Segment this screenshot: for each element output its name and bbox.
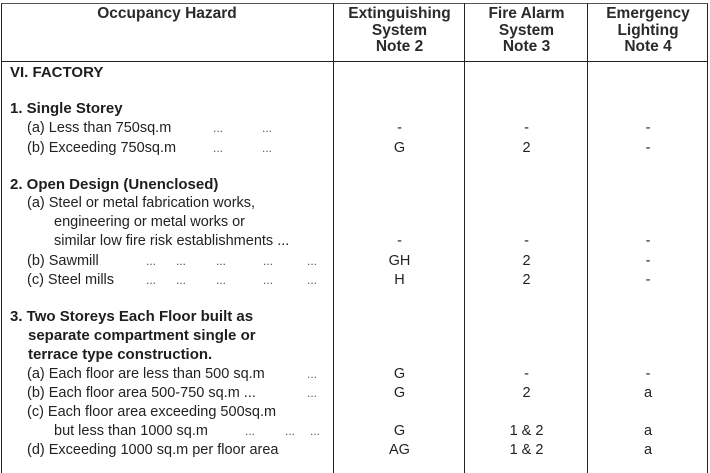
table-row bbox=[0, 120, 710, 137]
fire-alarm-value: - bbox=[524, 120, 529, 136]
leader-dots: ... bbox=[146, 254, 157, 268]
leader-dots: ... bbox=[307, 273, 318, 287]
group-title: 3. Two Storeys Each Floor built as bbox=[10, 308, 254, 325]
extinguishing-value: - bbox=[397, 120, 402, 136]
fire-alarm-value: 1 & 2 bbox=[509, 442, 544, 458]
row-label: (b) Sawmill bbox=[27, 253, 99, 269]
leader-dots: ... bbox=[307, 254, 318, 268]
group-title: 2. Open Design (Unenclosed) bbox=[10, 176, 219, 193]
leader-dots: ... bbox=[146, 273, 157, 287]
leader-dots: ... bbox=[263, 254, 274, 268]
emergency-lighting-value: - bbox=[645, 233, 651, 249]
group-title-row bbox=[0, 100, 710, 117]
leader-dots: ... bbox=[262, 121, 273, 135]
header-emergency-lighting: Emergency Lighting Note 4 bbox=[606, 5, 690, 55]
row-label: (b) Exceeding 750sq.m bbox=[27, 140, 177, 156]
table-row bbox=[0, 272, 710, 289]
fire-alarm-value: 2 bbox=[522, 272, 531, 288]
emergency-lighting-value: - bbox=[645, 366, 651, 382]
leader-dots: ... bbox=[307, 367, 318, 381]
extinguishing-value: G bbox=[393, 423, 406, 439]
table-row-continuation bbox=[0, 214, 710, 231]
table-row bbox=[0, 366, 710, 383]
leader-dots: ... bbox=[263, 273, 274, 287]
group-title-continuation bbox=[0, 346, 710, 363]
fire-alarm-value: 2 bbox=[522, 253, 531, 269]
leader-dots: ... bbox=[310, 424, 321, 438]
section-title: VI. FACTORY bbox=[10, 64, 104, 81]
table-row bbox=[0, 195, 710, 212]
extinguishing-value: G bbox=[393, 385, 406, 401]
leader-dots: ... bbox=[285, 424, 296, 438]
emergency-lighting-value: - bbox=[645, 140, 651, 156]
fire-alarm-value: 1 & 2 bbox=[509, 423, 544, 439]
extinguishing-value: H bbox=[394, 272, 405, 288]
group-title-continuation: terrace type construction. bbox=[28, 346, 213, 363]
row-label: (a) Less than 750sq.m bbox=[27, 120, 172, 136]
leader-dots: ... bbox=[213, 141, 224, 155]
leader-dots: ... bbox=[216, 254, 227, 268]
emergency-lighting-value: a bbox=[643, 423, 653, 439]
row-label: (d) Exceeding 1000 sq.m per floor area bbox=[27, 442, 279, 458]
leader-dots: ... bbox=[262, 141, 273, 155]
fire-alarm-value: - bbox=[524, 233, 529, 249]
emergency-lighting-value: - bbox=[645, 253, 651, 269]
group-title-row bbox=[0, 176, 710, 193]
table-row bbox=[0, 385, 710, 402]
row-label: (b) Each floor area 500-750 sq.m ... bbox=[27, 385, 256, 401]
fire-alarm-value: - bbox=[524, 366, 529, 382]
table-row bbox=[0, 404, 710, 421]
header-extinguishing-system: Extinguishing System Note 2 bbox=[348, 5, 451, 55]
group-title-continuation: separate compartment single or bbox=[28, 327, 256, 344]
emergency-lighting-value: - bbox=[645, 120, 651, 136]
row-label-continuation: similar low fire risk establishments ... bbox=[54, 233, 290, 249]
extinguishing-value: GH bbox=[388, 253, 411, 269]
row-label: (a) Steel or metal fabrication works, bbox=[27, 195, 256, 211]
leader-dots: ... bbox=[245, 424, 256, 438]
table-row bbox=[0, 442, 710, 459]
extinguishing-value: G bbox=[393, 366, 406, 382]
emergency-lighting-value: - bbox=[645, 272, 651, 288]
row-label-continuation: but less than 1000 sq.m bbox=[54, 423, 208, 439]
fire-alarm-value: 2 bbox=[522, 140, 531, 156]
leader-dots: ... bbox=[176, 273, 187, 287]
header-divider bbox=[1, 61, 708, 62]
table-row-continuation bbox=[0, 423, 710, 440]
fire-alarm-value: 2 bbox=[522, 385, 531, 401]
table-row bbox=[0, 253, 710, 270]
row-label-continuation: engineering or metal works or bbox=[54, 214, 246, 230]
row-label: (c) Each floor area exceeding 500sq.m bbox=[27, 404, 277, 420]
emergency-lighting-value: a bbox=[643, 385, 653, 401]
group-title-row bbox=[0, 308, 710, 325]
section-title-row bbox=[0, 64, 710, 81]
table-row bbox=[0, 140, 710, 157]
leader-dots: ... bbox=[216, 273, 227, 287]
table-row-continuation bbox=[0, 233, 710, 250]
leader-dots: ... bbox=[176, 254, 187, 268]
row-label: (a) Each floor are less than 500 sq.m bbox=[27, 366, 265, 382]
header-fire-alarm-system: Fire Alarm System Note 3 bbox=[488, 5, 565, 55]
emergency-lighting-value: a bbox=[643, 442, 653, 458]
extinguishing-value: - bbox=[397, 233, 402, 249]
extinguishing-value: G bbox=[393, 140, 406, 156]
header-occupancy-hazard: Occupancy Hazard bbox=[97, 5, 237, 22]
row-label: (c) Steel mills bbox=[27, 272, 115, 288]
leader-dots: ... bbox=[307, 386, 318, 400]
extinguishing-value: AG bbox=[389, 442, 410, 458]
group-title: 1. Single Storey bbox=[10, 100, 123, 117]
leader-dots: ... bbox=[213, 121, 224, 135]
group-title-continuation bbox=[0, 327, 710, 344]
